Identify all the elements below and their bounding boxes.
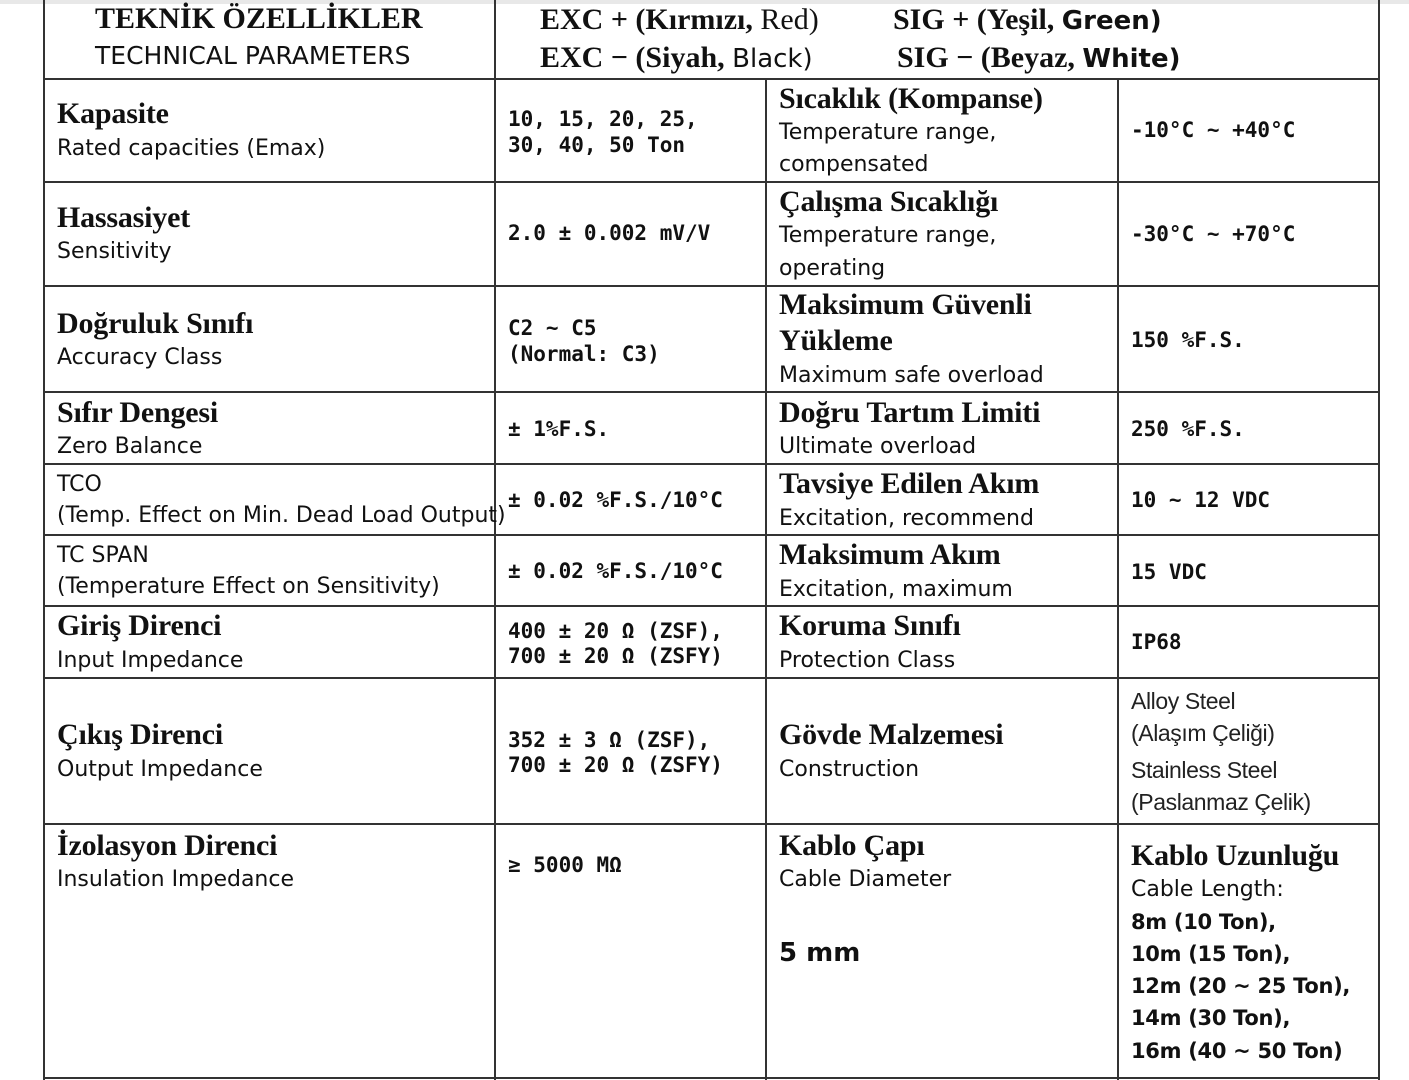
column-divider [1117, 78, 1119, 1080]
wire-sig-plus-tr: SIG + (Yeşil, [893, 3, 1055, 36]
row-label-tr: İzolasyon Direnci [57, 829, 278, 862]
title-tr: TEKNİK ÖZELLİKLER [95, 2, 423, 35]
wire-sig-minus-en: White) [1082, 44, 1181, 74]
row-label-en: Construction [779, 757, 920, 782]
grid-line [43, 534, 1380, 536]
row-label-en: Sensitivity [57, 239, 172, 264]
row-value: IP68 [1131, 630, 1182, 654]
cable-length-item: 16m (40 ~ 50 Ton) [1131, 1039, 1343, 1063]
grid-line [43, 285, 1380, 287]
grid-line [43, 1077, 1380, 1079]
grid-line [43, 605, 1380, 607]
row-value: ≥ 5000 MΩ [508, 853, 622, 877]
row-label-tr: Kapasite [57, 97, 169, 130]
row-label-tr: TC SPAN [57, 543, 149, 568]
row-value: 700 ± 20 Ω (ZSFY) [508, 753, 723, 777]
column-divider [765, 78, 767, 1080]
grid-line [43, 463, 1380, 465]
grid-line [43, 677, 1380, 679]
grid-line [43, 823, 1380, 825]
row-value: ± 0.02 %F.S./10°C [508, 559, 723, 583]
cable-length-item: 8m (10 Ton), [1131, 910, 1276, 934]
row-value: 15 VDC [1131, 560, 1207, 584]
row-value: C2 ~ C5 [508, 316, 597, 340]
wire-exc-minus-tr: EXC − (Siyah, [540, 41, 725, 74]
row-value: (Normal: C3) [508, 342, 660, 366]
row-label-en: Zero Balance [57, 434, 203, 459]
cable-length-item: 14m (30 Ton), [1131, 1006, 1291, 1030]
grid-line [43, 181, 1380, 183]
row-label-tr: Çalışma Sıcaklığı [779, 185, 999, 218]
row-label-tr: Yükleme [779, 324, 893, 357]
row-label-tr: Tavsiye Edilen Akım [779, 467, 1040, 500]
row-label-en: Output Impedance [57, 757, 263, 782]
title-en: TECHNICAL PARAMETERS [95, 41, 411, 70]
row-value: 352 ± 3 Ω (ZSF), [508, 728, 711, 752]
row-label-tr: Giriş Direnci [57, 609, 222, 642]
row-label-en: operating [779, 256, 886, 281]
row-value: Alloy Steel [1131, 688, 1236, 714]
wire-exc-plus-tr: EXC + (Kırmızı, [540, 3, 753, 36]
wire-exc-plus-en: Red) [760, 3, 819, 36]
row-label-tr: Maksimum Güvenli [779, 288, 1032, 321]
row-label-tr: Kablo Çapı [779, 829, 925, 862]
row-label-en: Temperature range, [779, 120, 997, 145]
row-label-en: Ultimate overload [779, 434, 977, 459]
row-value: ± 1%F.S. [508, 417, 610, 441]
row-label-tr: Doğruluk Sınıfı [57, 307, 254, 340]
row-value: 250 %F.S. [1131, 417, 1245, 441]
row-label-en: Excitation, recommend [779, 506, 1034, 531]
row-label-en: Accuracy Class [57, 345, 223, 370]
grid-line [43, 78, 1380, 80]
row-value: 30, 40, 50 Ton [508, 133, 686, 157]
row-value: Stainless Steel [1131, 757, 1278, 783]
row-label-en: Insulation Impedance [57, 867, 295, 892]
row-label-tr: Sıfır Dengesi [57, 396, 219, 429]
row-label-en: (Temp. Effect on Min. Dead Load Output) [57, 503, 506, 528]
row-value: 10, 15, 20, 25, [508, 107, 698, 131]
grid-line [43, 391, 1380, 393]
cable-length-label-en: Cable Length: [1131, 877, 1284, 902]
row-label-tr: Maksimum Akım [779, 538, 1001, 571]
cable-length-label-tr: Kablo Uzunluğu [1131, 839, 1340, 872]
wire-exc-minus-en: Black) [732, 44, 813, 74]
row-value: -30°C ~ +70°C [1131, 222, 1296, 246]
row-value: ± 0.02 %F.S./10°C [508, 488, 723, 512]
row-value: -10°C ~ +40°C [1131, 118, 1296, 142]
cable-length-item: 12m (20 ~ 25 Ton), [1131, 974, 1351, 998]
column-divider [494, 0, 496, 1080]
cable-diameter-value: 5 mm [779, 938, 861, 968]
wire-exc-plus [540, 3, 819, 37]
row-label-en: Rated capacities (Emax) [57, 136, 326, 161]
row-label-en: Excitation, maximum [779, 577, 1013, 602]
row-value: (Paslanmaz Çelik) [1131, 789, 1311, 815]
row-label-tr: Sıcaklık (Kompanse) [779, 82, 1043, 115]
row-label-en: Cable Diameter [779, 867, 952, 892]
row-label-tr: TCO [57, 472, 102, 497]
cable-length-item: 10m (15 Ton), [1131, 942, 1291, 966]
row-label-tr: Koruma Sınıfı [779, 609, 961, 642]
row-label-en: Maximum safe overload [779, 363, 1044, 388]
wire-sig-minus [897, 41, 1180, 75]
row-label-en: (Temperature Effect on Sensitivity) [57, 574, 440, 599]
row-value: 2.0 ± 0.002 mV/V [508, 221, 711, 245]
row-label-tr: Çıkış Direnci [57, 718, 224, 751]
row-label-en: Input Impedance [57, 648, 244, 673]
row-label-en: compensated [779, 152, 929, 177]
row-value: 150 %F.S. [1131, 328, 1245, 352]
wire-sig-plus-en: Green) [1061, 6, 1162, 36]
row-value: (Alaşım Çeliği) [1131, 720, 1275, 746]
row-label-tr: Doğru Tartım Limiti [779, 396, 1041, 429]
row-value: 700 ± 20 Ω (ZSFY) [508, 644, 723, 668]
row-label-en: Protection Class [779, 648, 956, 673]
row-label-tr: Gövde Malzemesi [779, 718, 1004, 751]
wire-sig-plus [893, 3, 1162, 37]
wire-sig-minus-tr: SIG − (Beyaz, [897, 41, 1075, 74]
row-value: 10 ~ 12 VDC [1131, 488, 1271, 512]
row-value: 400 ± 20 Ω (ZSF), [508, 619, 723, 643]
row-label-en: Temperature range, [779, 223, 997, 248]
wire-exc-minus [540, 41, 813, 75]
row-label-tr: Hassasiyet [57, 201, 191, 234]
